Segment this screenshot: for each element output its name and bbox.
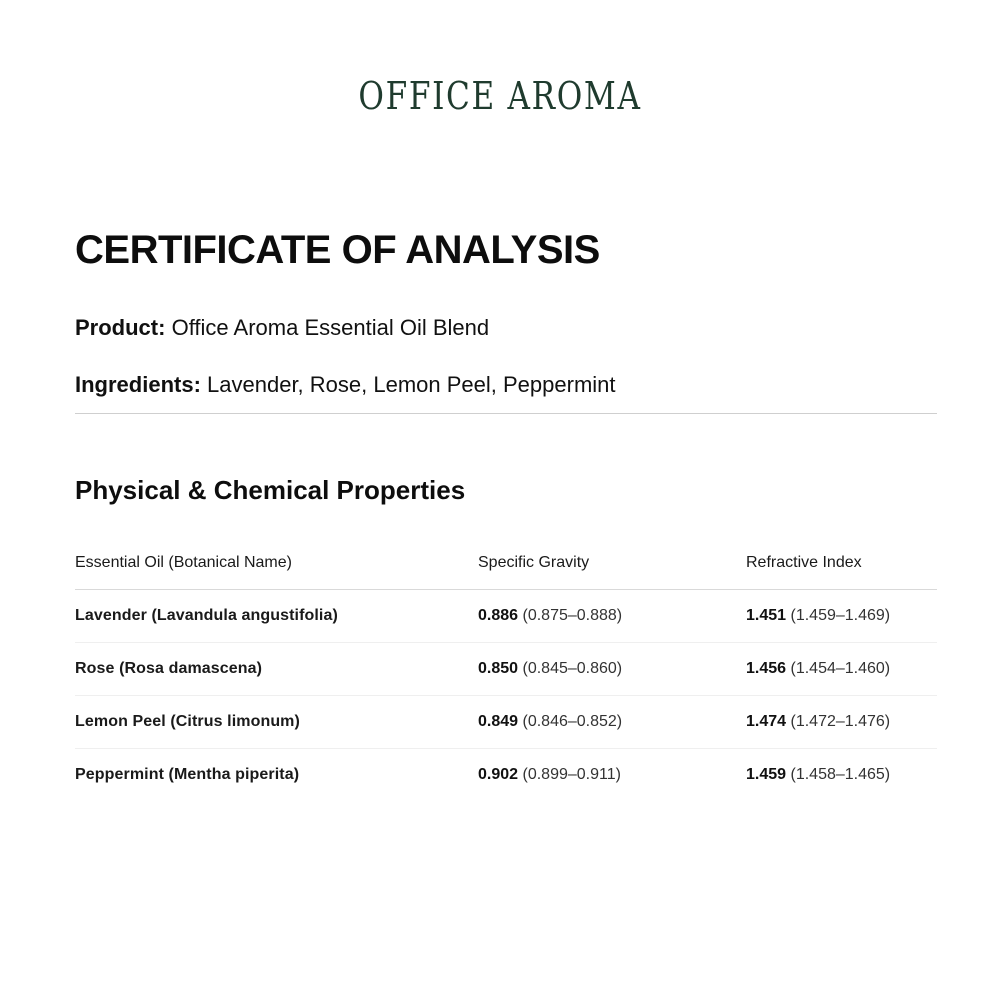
- certificate-content: [75, 222, 937, 801]
- refractive-index-cell: [746, 696, 937, 749]
- specific-gravity-cell: [478, 643, 746, 696]
- specific-gravity-cell: [478, 696, 746, 749]
- specific-gravity-cell: [478, 590, 746, 643]
- table-row: [75, 643, 937, 696]
- properties-table: [75, 537, 937, 801]
- specific-gravity-value: 0.902: [478, 766, 519, 783]
- oil-name-cell: Lemon Peel (Citrus limonum): [75, 696, 478, 749]
- refractive-index-range: (1.472–1.476): [790, 713, 891, 730]
- refractive-index-range: (1.458–1.465): [790, 766, 891, 783]
- specific-gravity-cell: [478, 749, 746, 802]
- product-label: Product:: [75, 315, 166, 340]
- oil-name-cell: Lavender (Lavandula angustifolia): [75, 590, 478, 643]
- table-header-row: [75, 537, 937, 590]
- refractive-index-range: (1.454–1.460): [790, 660, 891, 677]
- refractive-index-value: 1.451: [746, 607, 787, 624]
- specific-gravity-range: (0.845–0.860): [522, 660, 623, 677]
- section-divider: [75, 413, 937, 414]
- specific-gravity-value: 0.849: [478, 713, 519, 730]
- oil-name-cell: Peppermint (Mentha piperita): [75, 766, 300, 783]
- refractive-index-cell: [746, 749, 937, 802]
- refractive-index-value: 1.459: [746, 766, 787, 783]
- table-row: [75, 749, 937, 802]
- product-line: [75, 313, 937, 343]
- table-row: [75, 696, 937, 749]
- column-header-oil: Essential Oil (Botanical Name): [75, 537, 478, 590]
- specific-gravity-range: (0.899–0.911): [522, 766, 621, 783]
- refractive-index-range: (1.459–1.469): [790, 607, 891, 624]
- specific-gravity-value: 0.850: [478, 660, 519, 677]
- specific-gravity-value: 0.886: [478, 607, 519, 624]
- ingredients-label: Ingredients:: [75, 372, 201, 397]
- specific-gravity-range: (0.846–0.852): [522, 713, 623, 730]
- ingredients-line: [75, 370, 937, 400]
- brand-logo-text: OFFICE AROMA: [358, 74, 642, 118]
- ingredients-value: Lavender, Rose, Lemon Peel, Peppermint: [207, 372, 616, 397]
- document-title: CERTIFICATE OF ANALYSIS: [75, 228, 600, 272]
- oil-name-cell: Rose (Rosa damascena): [75, 643, 478, 696]
- column-header-refractive-index: Refractive Index: [746, 537, 937, 590]
- refractive-index-cell: [746, 643, 937, 696]
- refractive-index-cell: [746, 590, 937, 643]
- table-row: [75, 590, 937, 643]
- column-header-specific-gravity: Specific Gravity: [478, 537, 746, 590]
- product-value: Office Aroma Essential Oil Blend: [171, 315, 490, 340]
- section-title: Physical & Chemical Properties: [75, 475, 466, 505]
- specific-gravity-range: (0.875–0.888): [522, 607, 623, 624]
- refractive-index-value: 1.456: [746, 660, 787, 677]
- refractive-index-value: 1.474: [746, 713, 787, 730]
